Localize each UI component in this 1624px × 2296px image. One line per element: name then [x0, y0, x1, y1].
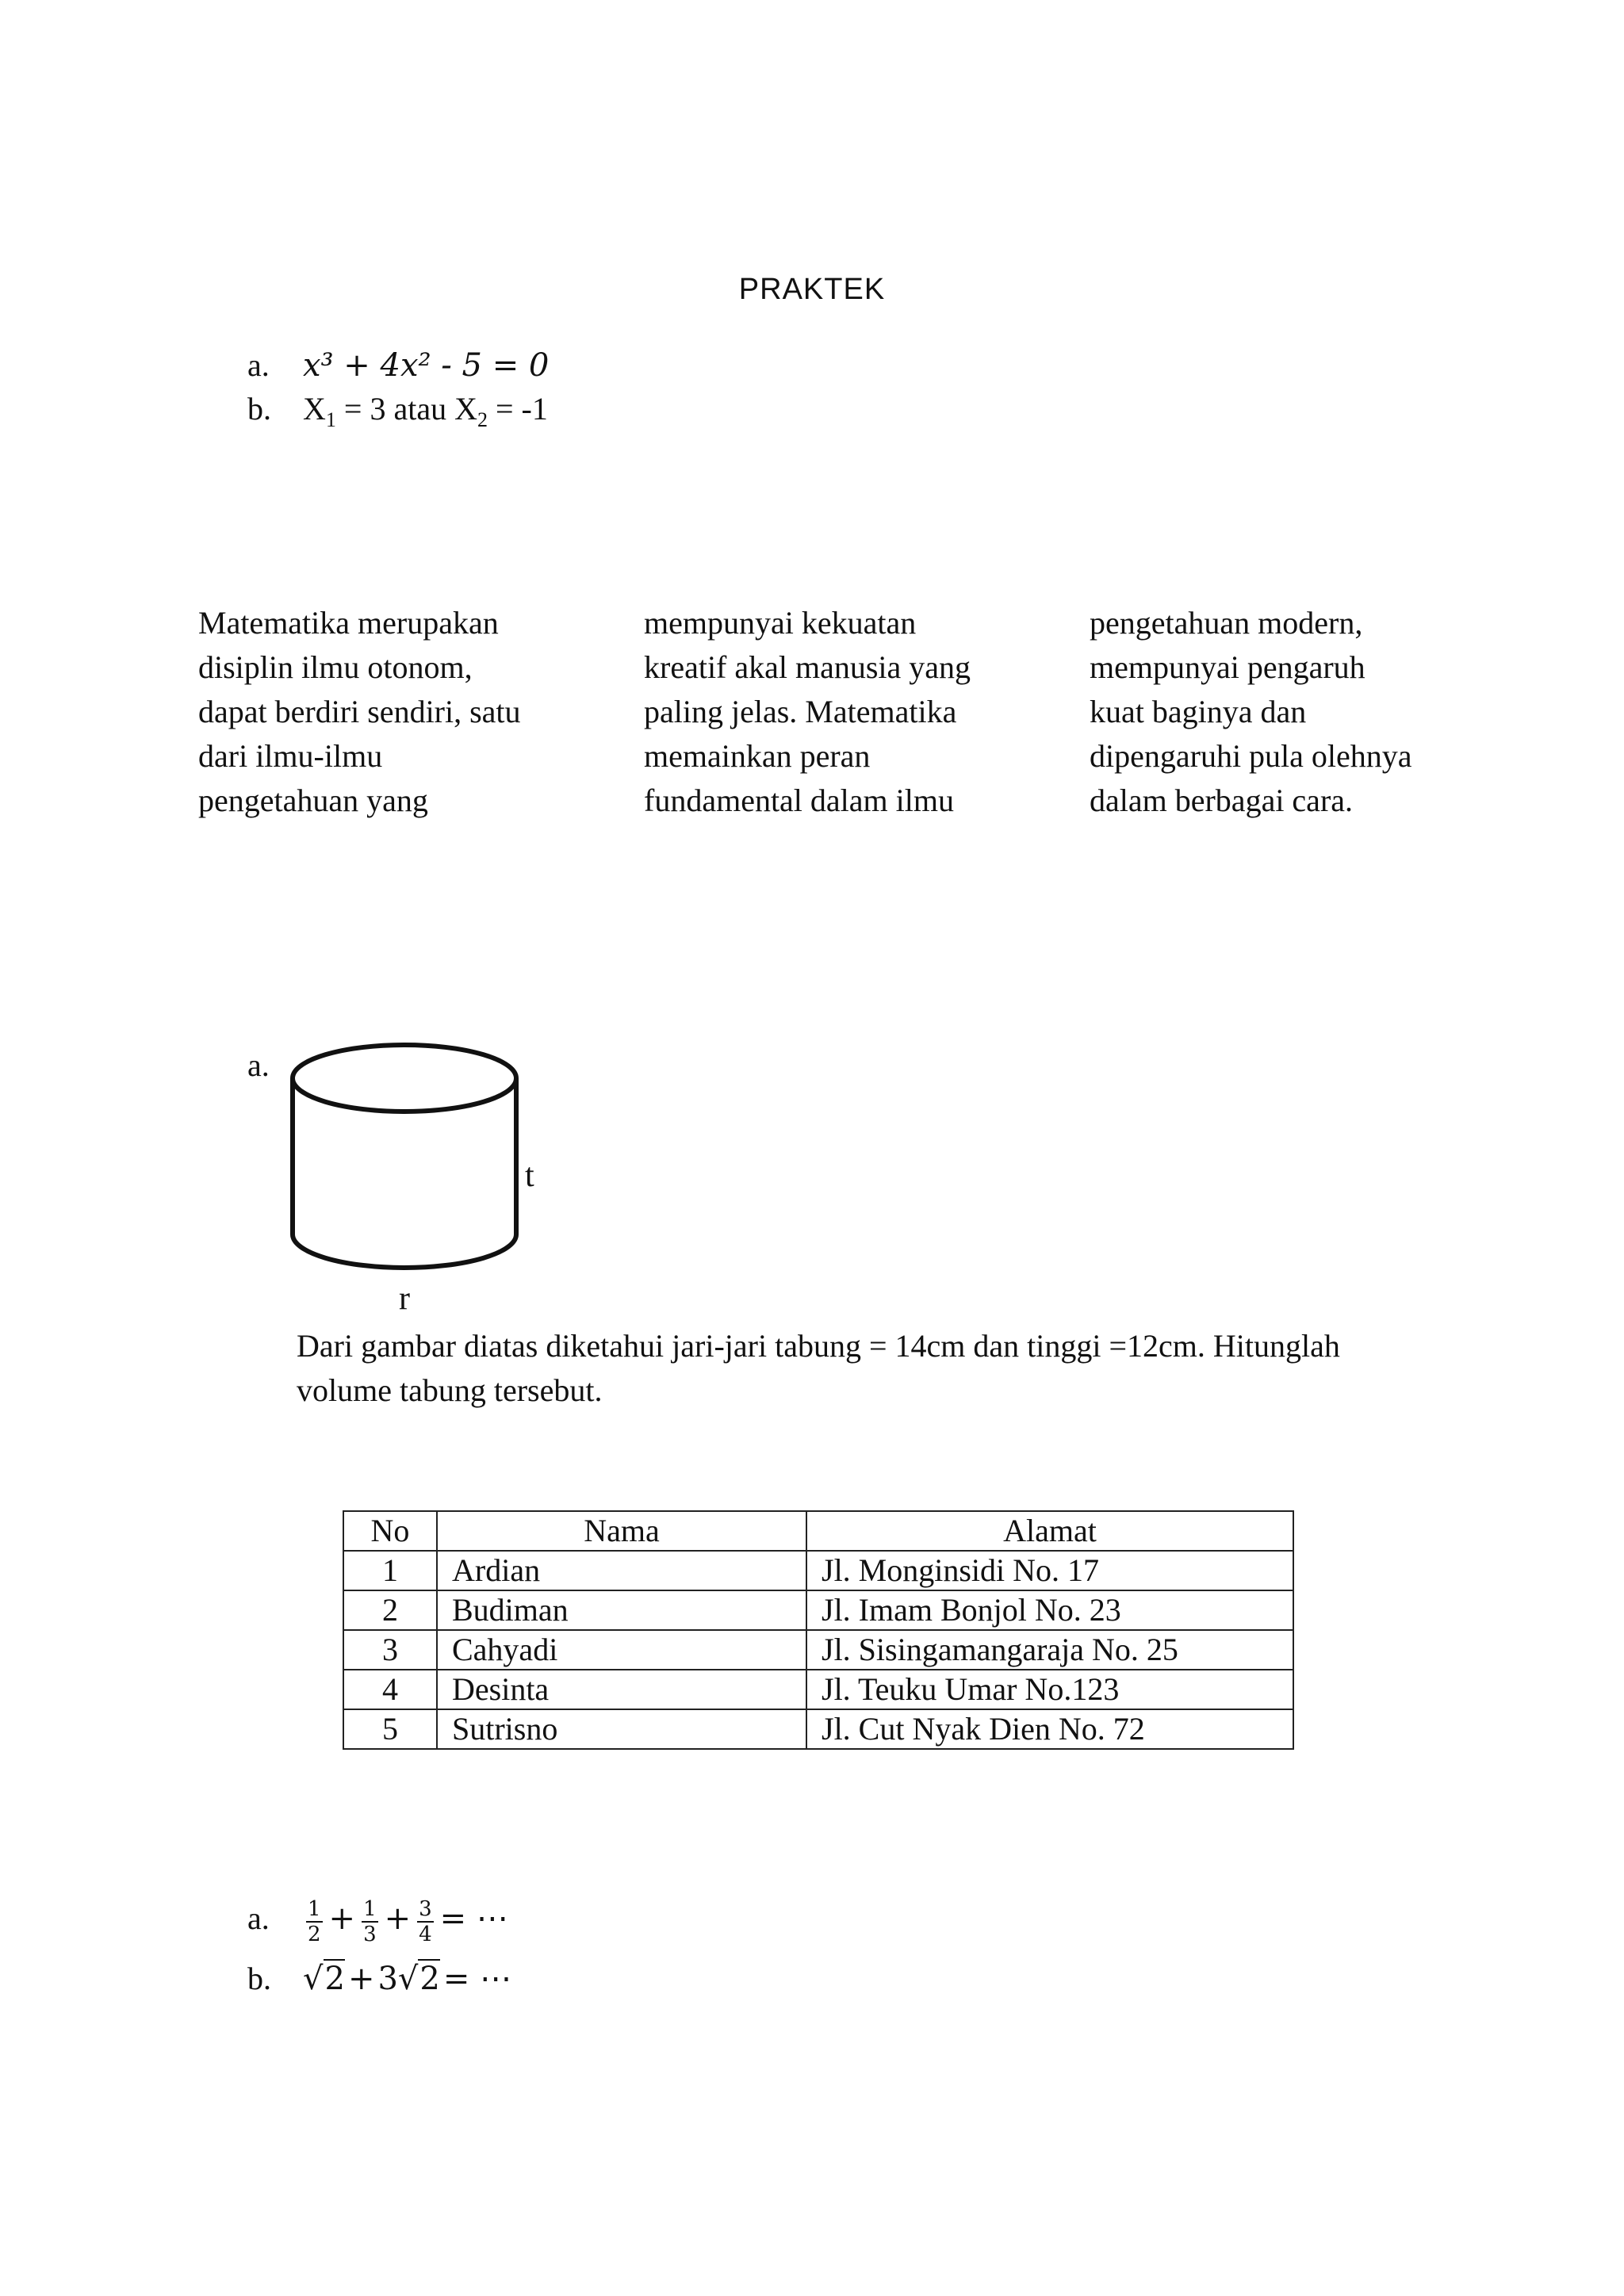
column-line: mempunyai kekuatan: [644, 605, 917, 641]
text-column-1: [198, 601, 611, 823]
column-line: dipengaruhi pula olehnya: [1090, 738, 1412, 774]
roots-end-text: = -1: [487, 391, 548, 427]
x1-label: X: [303, 391, 326, 427]
header-nama: Nama: [437, 1511, 806, 1551]
column-line: pengetahuan yang: [198, 783, 428, 818]
list-marker: b.: [247, 1961, 271, 1996]
cell-nama: Sutrisno: [437, 1709, 806, 1749]
cell-alamat: Jl. Sisingamangaraja No. 25: [806, 1630, 1293, 1670]
roots-middle-text: = 3 atau: [335, 391, 455, 427]
fraction: $\frac{3}{4}$: [419, 1897, 432, 1946]
cubic-equation: x³ + 4x² - 5 = 0: [303, 347, 550, 384]
column-line: pengetahuan modern,: [1090, 605, 1363, 641]
plus-sign: +: [347, 1961, 375, 1997]
plus-sign: +: [384, 1900, 412, 1938]
column-line: Matematika merupakan: [198, 605, 499, 641]
equals-ellipsis: = ⋯: [442, 1961, 512, 1997]
fraction-item-a: [247, 1897, 511, 1946]
fraction: $\frac{1}{3}$: [363, 1897, 377, 1946]
column-line: paling jelas. Matematika: [644, 694, 957, 729]
table-row: [343, 1670, 1293, 1709]
header-alamat: Alamat: [806, 1511, 1293, 1551]
cell-nama: Desinta: [437, 1670, 806, 1709]
cell-no: 3: [343, 1630, 437, 1670]
cell-alamat: Jl. Imam Bonjol No. 23: [806, 1590, 1293, 1630]
cylinder-item-marker: a.: [247, 1047, 270, 1083]
column-line: memainkan peran: [644, 738, 871, 774]
column-line: fundamental dalam ilmu: [644, 783, 954, 818]
table-row: [343, 1709, 1293, 1749]
column-line: disiplin ilmu otonom,: [198, 649, 473, 685]
height-label: t: [525, 1158, 534, 1194]
column-line: kuat baginya dan: [1090, 694, 1307, 729]
x2-subscript: 2: [477, 408, 488, 431]
list-marker: a.: [247, 1900, 270, 1937]
cell-alamat: Jl. Cut Nyak Dien No. 72: [806, 1709, 1293, 1749]
x1-subscript: 1: [325, 408, 336, 431]
plus-sign: +: [328, 1900, 356, 1938]
cylinder-figure: [285, 1027, 539, 1280]
cell-alamat: Jl. Monginsidi No. 17: [806, 1551, 1293, 1590]
cylinder-bottom: [293, 1234, 516, 1268]
cell-no: 4: [343, 1670, 437, 1709]
column-line: kreatif akal manusia yang: [644, 649, 971, 685]
table-row: [343, 1551, 1293, 1590]
table-header-row: [343, 1511, 1293, 1551]
column-line: dalam berbagai cara.: [1090, 783, 1354, 818]
column-line: dapat berdiri sendiri, satu: [198, 694, 521, 729]
text-column-3: [1090, 601, 1502, 823]
header-no: No: [343, 1511, 437, 1551]
list-marker: b.: [247, 391, 271, 427]
table-row: [343, 1590, 1293, 1630]
radius-label: r: [399, 1280, 410, 1317]
equals-ellipsis: = ⋯: [439, 1900, 508, 1938]
column-line: dari ilmu-ilmu: [198, 738, 383, 774]
question-line: volume tabung tersebut.: [297, 1372, 603, 1408]
square-root: √2: [303, 1961, 345, 1997]
cell-no: 1: [343, 1551, 437, 1590]
list-marker: a.: [247, 347, 270, 383]
root-item-b: [247, 1958, 515, 1999]
x2-label: X: [454, 391, 477, 427]
cell-nama: Ardian: [437, 1551, 806, 1590]
cell-no: 5: [343, 1709, 437, 1749]
cell-alamat: Jl. Teuku Umar No.123: [806, 1670, 1293, 1709]
coefficient: 3: [377, 1961, 398, 1997]
column-line: mempunyai pengaruh: [1090, 649, 1365, 685]
equation-item-b: [247, 388, 548, 430]
page-title: PRAKTEK: [738, 273, 886, 306]
table-row: [343, 1630, 1293, 1670]
cell-no: 2: [343, 1590, 437, 1630]
text-column-2: [644, 601, 1056, 823]
cylinder-top: [293, 1045, 516, 1112]
cell-nama: Cahyadi: [437, 1630, 806, 1670]
equation-item-a: [247, 345, 549, 386]
address-table: [343, 1510, 1294, 1750]
question-line: Dari gambar diatas diketahui jari-jari tabung = 14cm dan tinggi =12cm. Hitunglah: [297, 1328, 1340, 1364]
cell-nama: Budiman: [437, 1590, 806, 1630]
cylinder-question: [297, 1324, 1340, 1413]
square-root: √2: [397, 1961, 440, 1997]
fraction: $\frac{1}{2}$: [308, 1897, 321, 1946]
